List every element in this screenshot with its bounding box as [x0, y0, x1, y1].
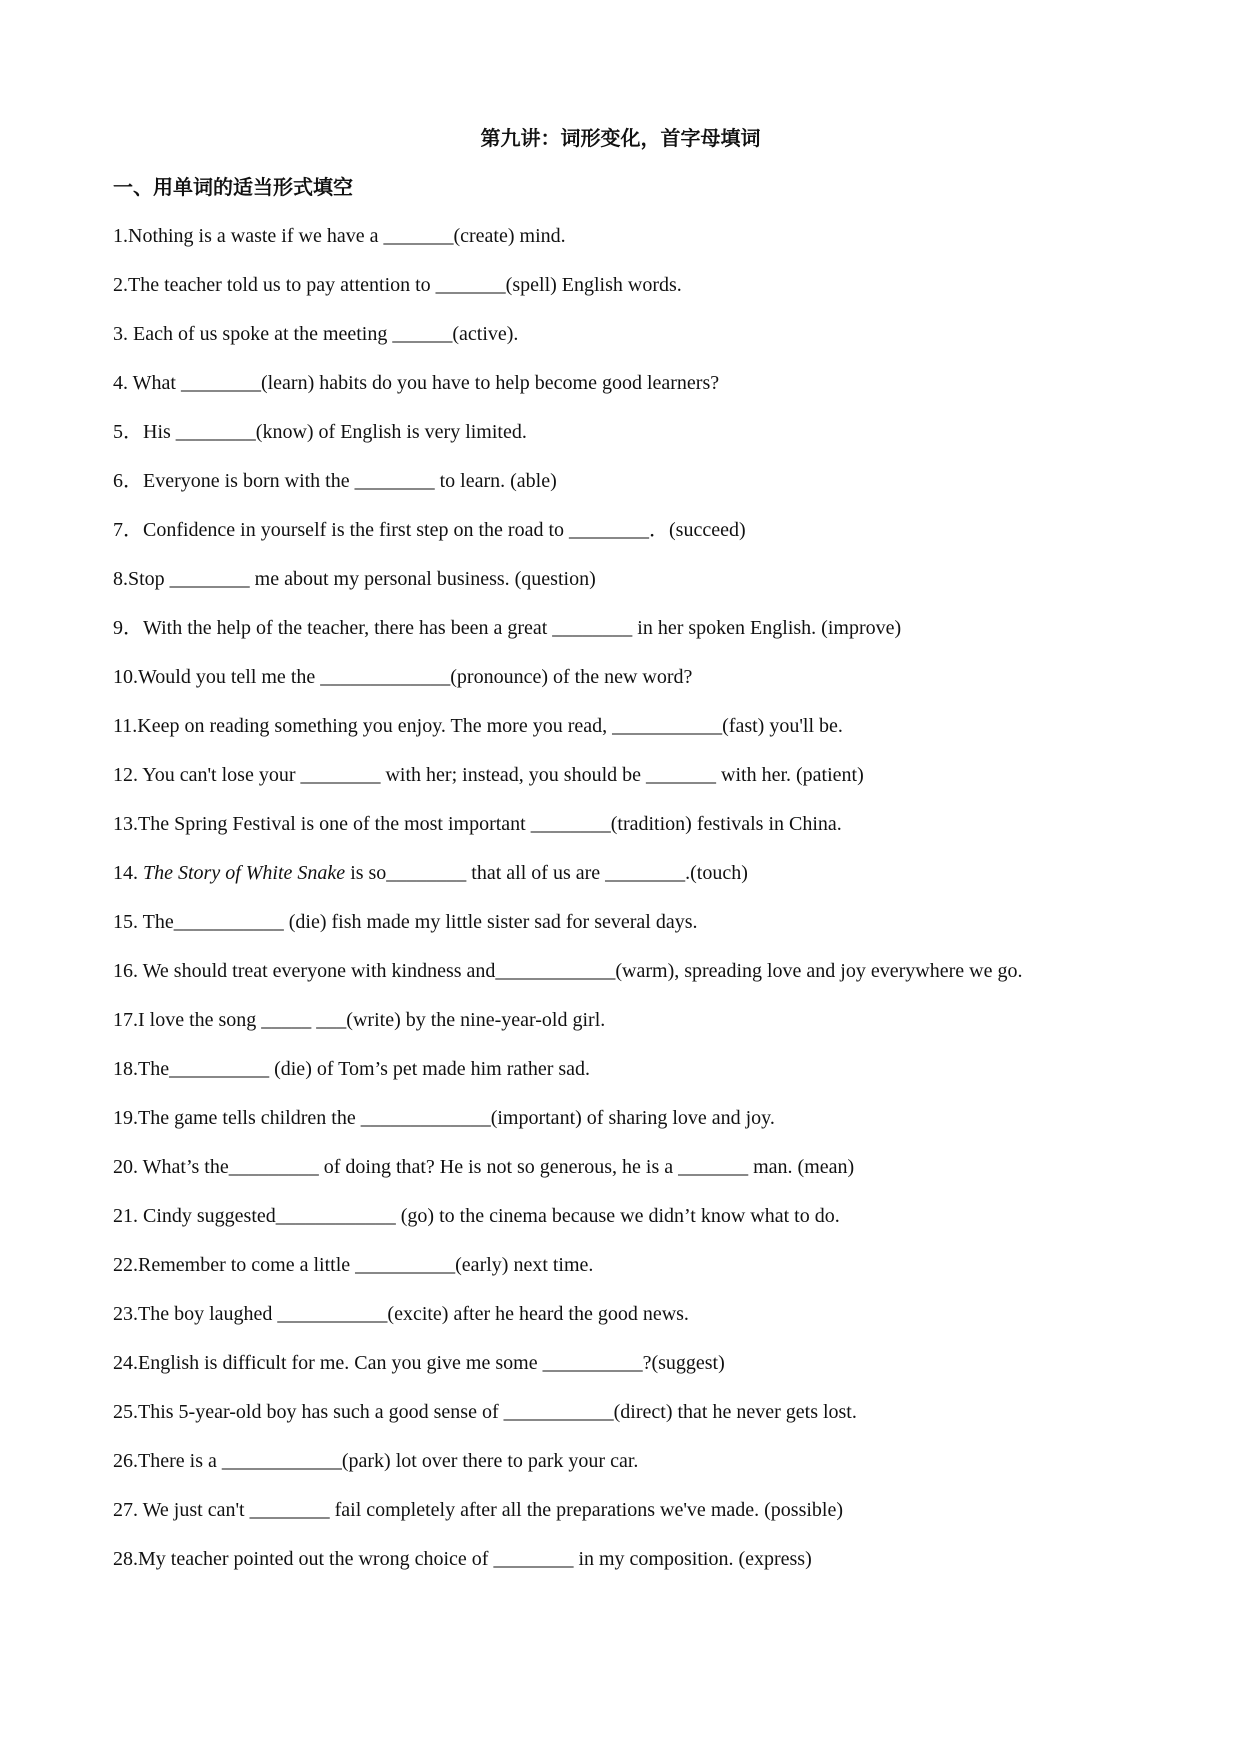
question-11: 11.Keep on reading something you enjoy. The more you read, ___________(fast) you'll be. [113, 715, 843, 737]
question-list [113, 222, 1173, 1594]
question-20: 20. What’s the_________ of doing that? He is not so generous, he is a _______ man. (mean) [113, 1156, 855, 1178]
question-16: 16. We should treat everyone with kindness and____________(warm), spreading love and joy everywhere we go. [113, 960, 1023, 982]
question-2: 2.The teacher told us to pay attention to _______(spell) English words. [113, 274, 682, 296]
question-3: 3. Each of us spoke at the meeting ______(active). [113, 323, 519, 345]
question-27: 27. We just can't ________ fail completely after all the preparations we've made. (possible) [113, 1499, 843, 1521]
question-26: 26.There is a ____________(park) lot over there to park your car. [113, 1450, 639, 1472]
question-14-prefix: 14. [113, 862, 143, 884]
question-28: 28.My teacher pointed out the wrong choice of ________ in my composition. (express) [113, 1548, 812, 1570]
question-8: 8.Stop ________ me about my personal business. (question) [113, 568, 596, 590]
question-18: 18.The__________ (die) of Tom’s pet made him rather sad. [113, 1058, 591, 1080]
question-12: 12. You can't lose your ________ with her; instead, you should be _______ with her. (patient) [113, 764, 864, 786]
question-25: 25.This 5-year-old boy has such a good sense of ___________(direct) that he never gets lost. [113, 1401, 857, 1423]
question-23: 23.The boy laughed ___________(excite) after he heard the good news. [113, 1303, 689, 1325]
question-5: 5．His ________(know) of English is very limited. [113, 421, 527, 443]
question-10: 10.Would you tell me the _____________(pronounce) of the new word? [113, 666, 693, 688]
question-13: 13.The Spring Festival is one of the most important ________(tradition) festivals in China. [113, 813, 842, 835]
question-14 [113, 859, 1173, 908]
question-22: 22.Remember to come a little __________(early) next time. [113, 1254, 594, 1276]
question-17: 17.I love the song _____ ___(write) by the nine-year-old girl. [113, 1009, 606, 1031]
question-24: 24.English is difficult for me. Can you give me some __________?(suggest) [113, 1352, 725, 1374]
question-19: 19.The game tells children the _____________(important) of sharing love and joy. [113, 1107, 775, 1129]
question-15: 15. The___________ (die) fish made my little sister sad for several days. [113, 911, 698, 933]
question-4: 4. What ________(learn) habits do you have to help become good learners? [113, 372, 720, 394]
question-21: 21. Cindy suggested____________ (go) to the cinema because we didn’t know what to do. [113, 1205, 840, 1227]
question-14-book-title: The Story of White Snake [143, 862, 346, 884]
question-14-suffix: is so________ that all of us are ________.(touch) [345, 862, 748, 884]
section-heading: 一、用单词的适当形式填空 [113, 175, 353, 199]
question-1: 1.Nothing is a waste if we have a _______(create) mind. [113, 225, 566, 247]
question-6: 6．Everyone is born with the ________ to learn. (able) [113, 470, 557, 492]
question-9: 9．With the help of the teacher, there has been a great ________ in her spoken English. (improve) [113, 617, 902, 639]
question-7: 7．Confidence in yourself is the first step on the road to ________．(succeed) [113, 519, 746, 541]
document-title: 第九讲：词形变化，首字母填词 [480, 126, 761, 150]
